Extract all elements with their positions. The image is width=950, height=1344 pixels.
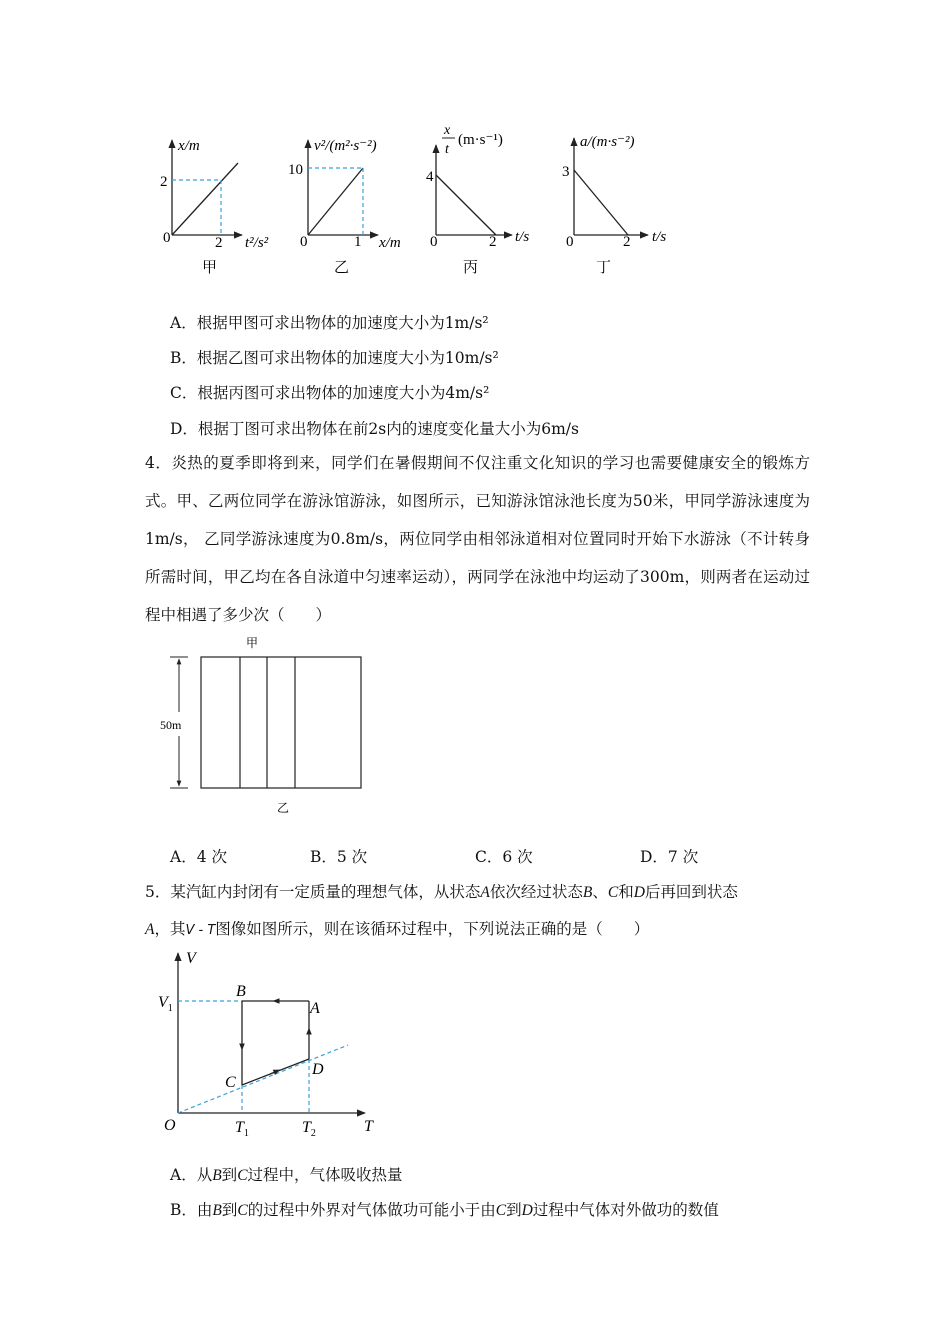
- pool-label-yi: 乙: [277, 801, 290, 815]
- graph-jia-x-label: t²/s²: [245, 235, 269, 251]
- state-c-label: C: [225, 1074, 236, 1091]
- q3-option-d: D．根据丁图可求出物体在前2s内的速度变化量大小为6m/s: [170, 420, 579, 438]
- q5-option-b: B．由B到C的过程中外界对气体做功可能小于由C到D过程中气体对外做功的数值: [170, 1201, 719, 1219]
- graph-bing-caption: 丙: [463, 258, 479, 276]
- graph-jia-y-label: x/m: [178, 138, 200, 154]
- svg-text:0: 0: [430, 234, 438, 250]
- q4-option-b: B．5 次: [310, 848, 368, 866]
- graph-bing: [426, 123, 529, 276]
- svg-text:3: 3: [562, 164, 570, 180]
- svg-text:1: 1: [354, 234, 362, 250]
- state-a-label: A: [310, 1000, 320, 1017]
- state-d-label: D: [312, 1061, 324, 1078]
- pool-length-label: 50m: [160, 718, 182, 732]
- graph-yi-y-label: v²/(m²·s⁻²): [314, 138, 377, 154]
- t-axis-label: T: [364, 1118, 373, 1135]
- q5-option-a: A．从B到C过程中，气体吸收热量: [170, 1166, 403, 1184]
- motion-graphs: [0, 0, 950, 290]
- isobar-line: [178, 1045, 348, 1113]
- svg-text:0: 0: [300, 234, 308, 250]
- t1-label: $T_1$: [235, 1119, 249, 1139]
- q4-option-a: A．4 次: [170, 848, 227, 866]
- vt-graph: [150, 945, 390, 1145]
- origin-label: O: [164, 1117, 176, 1134]
- svg-text:t: t: [445, 142, 449, 157]
- graph-yi-x-label: x/m: [379, 235, 401, 251]
- v1-label: $V_1$: [158, 994, 173, 1014]
- q4-option-c: C．6 次: [475, 848, 533, 866]
- svg-text:10: 10: [288, 162, 303, 178]
- graph-bing-line: [436, 175, 496, 235]
- v-axis-label: V: [186, 950, 196, 967]
- q3-option-c: C．根据丙图可求出物体的加速度大小为4m/s²: [170, 384, 490, 402]
- svg-text:0: 0: [566, 234, 574, 250]
- graph-yi-caption: 乙: [334, 258, 350, 276]
- graph-jia-line: [172, 163, 238, 235]
- svg-text:0: 0: [163, 230, 171, 246]
- graph-bing-y-unit: (m·s⁻¹): [458, 132, 503, 148]
- svg-text:x: x: [444, 123, 451, 138]
- q5-question-line2: A，其V - T图像如图所示，则在该循环过程中，下列说法正确的是（ ）: [145, 920, 650, 938]
- graph-ding-y-label: a/(m·s⁻²): [580, 134, 635, 150]
- state-b-label: B: [236, 983, 246, 1000]
- q3-option-b: B．根据乙图可求出物体的加速度大小为10m/s²: [170, 349, 499, 367]
- q4-option-d: D．7 次: [640, 848, 699, 866]
- pool-label-jia: 甲: [246, 636, 259, 650]
- svg-text:4: 4: [426, 169, 434, 185]
- graph-ding-x-label: t/s: [652, 229, 667, 245]
- graph-ding: [562, 134, 666, 276]
- pool-diagram: [150, 632, 380, 822]
- svg-text:2: 2: [215, 235, 223, 251]
- graph-ding-line: [574, 170, 628, 235]
- graph-yi-line: [308, 168, 363, 235]
- svg-text:2: 2: [489, 234, 497, 250]
- svg-text:2: 2: [623, 234, 631, 250]
- q4-question-text: 4．炎热的夏季即将到来，同学们在暑假期间不仅注重文化知识的学习也需要健康安全的锻炼方式。甲、乙两位同学在游泳馆游泳，如图所示，已知游泳馆泳池长度为50米，甲同学游泳速度为1m/s， 乙同学游泳速度为0.8m/s，两位同学由相邻泳道相对位置同时开始下水游泳（不计转身所需时间，甲乙均在各自泳道中匀速率运动），两同学在泳池中均运动了300m，则两者在运动过程中相遇了多少次（ ）: [145, 454, 810, 624]
- graph-bing-x-label: t/s: [515, 229, 530, 245]
- graph-jia: [160, 138, 269, 276]
- svg-text:2: 2: [160, 174, 168, 190]
- graph-jia-caption: 甲: [202, 258, 218, 276]
- q5-question-line1: 5．某汽缸内封闭有一定质量的理想气体，从状态A依次经过状态B、C和D后再回到状态: [145, 883, 738, 901]
- q3-option-a: A．根据甲图可求出物体的加速度大小为1m/s²: [170, 314, 489, 332]
- pool-outline: [201, 657, 361, 788]
- graph-ding-caption: 丁: [596, 258, 612, 276]
- graph-yi: [288, 138, 401, 276]
- t2-label: $T_2$: [302, 1119, 316, 1139]
